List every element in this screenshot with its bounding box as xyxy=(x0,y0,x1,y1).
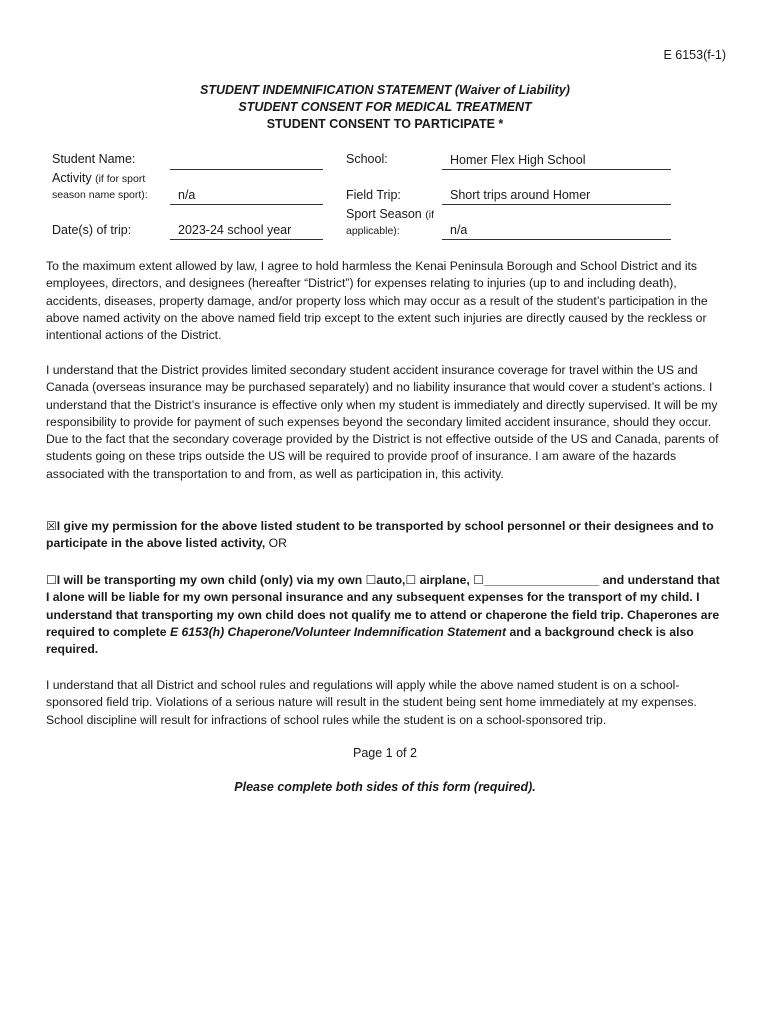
other-checkbox[interactable]: ☐ xyxy=(473,573,484,587)
activity-label-text: Activity xyxy=(52,171,92,185)
rules-paragraph: I understand that all District and school rules and regulations will apply while the above named student is on a school-sponsored field trip. Violations of a serious nature will result in the student being sent home immediately at my expenses. School discipline will result for infractions of school rules while the student is on a school-sponsored trip. xyxy=(46,678,697,727)
own-transport-text: I will be transporting my own child (only) via my own xyxy=(56,573,366,587)
school-transport-text: I give my permission for the above listed student to be transported by school personnel or their designees and to participate in the above listed activity, xyxy=(46,519,714,551)
sport-season-hint-2: applicable): xyxy=(346,225,400,237)
liability-paragraph: To the maximum extent allowed by law, I agree to hold harmless the Kenai Peninsula Borough and School District and its employees, directors, and designees (hereafter “District”) for expenses relating to injuries (up to and including death), accidents, diseases, property damage, and/or property loss which may occur as a result of the student’s participation in the above named activity on the above named field trip except to the extent such injuries are directly caused by the reckless or intentional actions of the District. xyxy=(46,259,708,343)
chaperone-form-reference: E 6153(h) Chaperone/Volunteer Indemnification Statement xyxy=(169,624,507,639)
activity-label xyxy=(52,171,145,185)
form-id: E 6153(f-1) xyxy=(663,48,726,62)
insurance-paragraph: I understand that the District provides limited secondary student accident insurance coverage for travel within the US and Canada (overseas insurance may be purchased separately) and no liability insurance that would cover a student’s actions. I understand that the District’s insurance is effective only when my student is immediately and directly supervised. It will be my responsibility to provide for payment of such expenses beyond the secondary limited accident insurance, should they occur. Due to the fact that the secondary coverage provided by the District is not effective outside of the US and Canada, parents of students going on these trips outside the US will be required to provide proof of insurance. I am aware of the hazards associated with the transportation to and from, as well as participation in, this activity. xyxy=(46,363,719,481)
activity-field[interactable]: n/a xyxy=(170,187,323,205)
activity-hint-2: season name sport): xyxy=(52,189,148,201)
title-waiver: STUDENT INDEMNIFICATION STATEMENT (Waiver of Liability) xyxy=(200,83,570,97)
complete-both-sides-note: Please complete both sides of this form (required). xyxy=(234,780,536,794)
school-label: School: xyxy=(346,152,388,166)
page-number: Page 1 of 2 xyxy=(353,746,417,760)
sport-season-hint: (if xyxy=(425,209,434,221)
school-transport-checkbox[interactable]: ☒ xyxy=(46,519,57,533)
dates-label: Date(s) of trip: xyxy=(52,223,132,237)
title-medical-consent: STUDENT CONSENT FOR MEDICAL TREATMENT xyxy=(238,100,532,114)
own-transport-checkbox[interactable]: ☐ xyxy=(46,573,57,587)
student-name-label: Student Name: xyxy=(52,152,136,166)
sport-season-label xyxy=(346,207,434,221)
field-trip-field[interactable]: Short trips around Homer xyxy=(442,187,671,205)
airplane-label: airplane, xyxy=(416,573,474,587)
auto-checkbox[interactable]: ☐ xyxy=(365,573,377,587)
activity-hint: (if for sport xyxy=(95,173,146,185)
background-check-text: and a background check is also required. xyxy=(46,624,694,657)
other-transport-blank[interactable]: _________________ xyxy=(483,573,600,587)
form-titles xyxy=(0,82,770,133)
student-name-field[interactable] xyxy=(170,152,323,170)
title-participate-consent: STUDENT CONSENT TO PARTICIPATE * xyxy=(266,117,504,131)
airplane-checkbox[interactable]: ☐ xyxy=(405,573,417,587)
own-transport-liability-text: and understand that I alone will be liable for my own personal insurance and any subsequent expenses for the transport of my child. I understand that transporting my own child does not qualify me to attend or chaperone the field trip. Chaperones are required to complete xyxy=(46,573,720,639)
field-trip-label: Field Trip: xyxy=(346,188,401,202)
dates-field[interactable]: 2023-24 school year xyxy=(170,222,323,240)
school-transport-option xyxy=(46,518,726,553)
own-transport-option xyxy=(46,572,726,658)
auto-label: auto, xyxy=(376,573,406,587)
trip-info-fields xyxy=(52,150,732,245)
or-text: OR xyxy=(265,536,287,551)
sport-season-field[interactable]: n/a xyxy=(442,222,671,240)
sport-season-label-text: Sport Season xyxy=(346,207,422,221)
school-field[interactable]: Homer Flex High School xyxy=(442,152,671,170)
